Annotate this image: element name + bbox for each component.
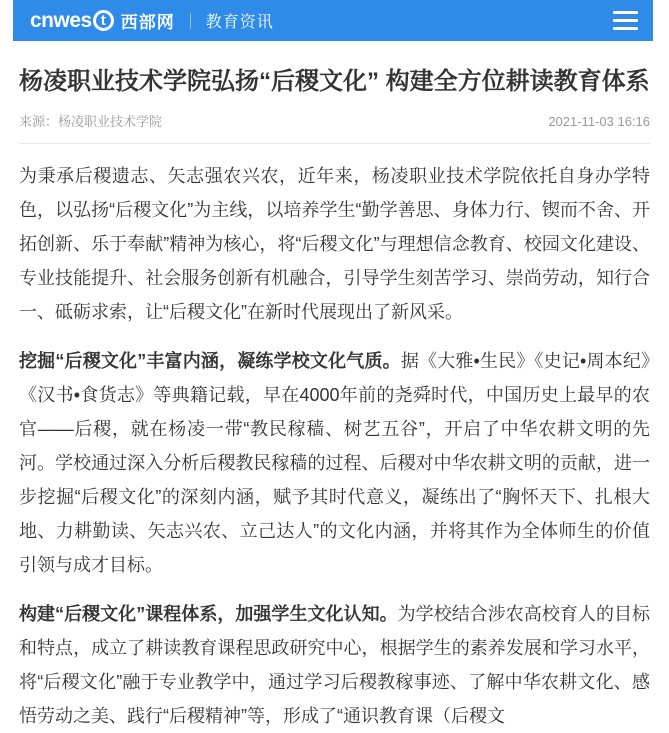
site-logo[interactable] xyxy=(30,8,175,33)
article-title: 杨凌职业技术学院弘扬“后稷文化” 构建全方位耕读教育体系 xyxy=(19,68,650,95)
paragraph-text: 为秉承后稷遗志、矢志强农兴农，近年来，杨凌职业技术学院依托自身办学特色，以弘扬“后稷文化”为主线，以培养学生“勤学善思、身体力行、锲而不舍、开拓创新、乐于奉献”精神为核心，将“后稷文化”与理想信念教育、校园文化建设、专业技能提升、社会服务创新有机融合，引导学生刻苦学习、崇尚劳动，知行合一、砥砺求索，让“后稷文化”在新时代展现出了新风采。 xyxy=(19,166,650,322)
hamburger-menu-icon[interactable] xyxy=(613,9,638,33)
paragraph-text: 为学校结合涉农高校育人的目标和特点，成立了耕读教育课程思政研究中心，根据学生的素养发展和学习水平，将“后稷文化”融于专业教学中，通过学习后稷教稼事迹、了解中华农耕文化、感悟劳动之美、践行“后稷精神”等，形成了“通识教育课（后稷文 xyxy=(19,604,651,726)
paragraph-text: 据《大雅•生民》《史记•周本纪》《汉书•食货志》等典籍记载，早在4000年前的尧舜时代，中国历史上最早的农官——后稷，就在杨凌一带“教民稼穑、树艺五谷”，开启了中华农耕文明的先河。学校通过深入分析后稷教民稼穑的过程、后稷对中华农耕文明的贡献，进一步挖掘“后稷文化”的深刻内涵，赋予其时代意义，凝练出了“胸怀天下、扎根大地、力耕勤读、矢志兴农、立己达人”的文化内涵，并将其作为全体师生的价值引领与成才目标。 xyxy=(19,351,651,575)
logo-ring-icon: t xyxy=(93,10,114,31)
channel-link[interactable]: 教育资讯 xyxy=(205,14,274,31)
paragraph xyxy=(19,344,650,582)
article-meta xyxy=(19,111,650,130)
hamburger-bar xyxy=(613,27,638,30)
hamburger-bar xyxy=(613,19,638,22)
paragraph xyxy=(19,159,650,329)
paragraph-lead: 构建“后稷文化”课程体系，加强学生文化认知。 xyxy=(19,604,398,624)
site-header xyxy=(13,0,653,41)
paragraph-lead: 挖掘“后稷文化”丰富内涵，凝练学校文化气质。 xyxy=(19,351,401,371)
paragraph xyxy=(19,597,650,733)
article-datetime: 2021-11-03 16:16 xyxy=(548,114,650,129)
logo-cn-text: 西部网 xyxy=(120,13,175,32)
article-source: 来源：杨凌职业技术学院 xyxy=(19,114,163,129)
hamburger-bar xyxy=(613,11,638,14)
article xyxy=(19,65,650,733)
meta-divider xyxy=(19,143,650,144)
article-body xyxy=(19,159,650,733)
header-divider xyxy=(190,13,191,29)
logo-latin-text: cnwes xyxy=(30,9,92,32)
